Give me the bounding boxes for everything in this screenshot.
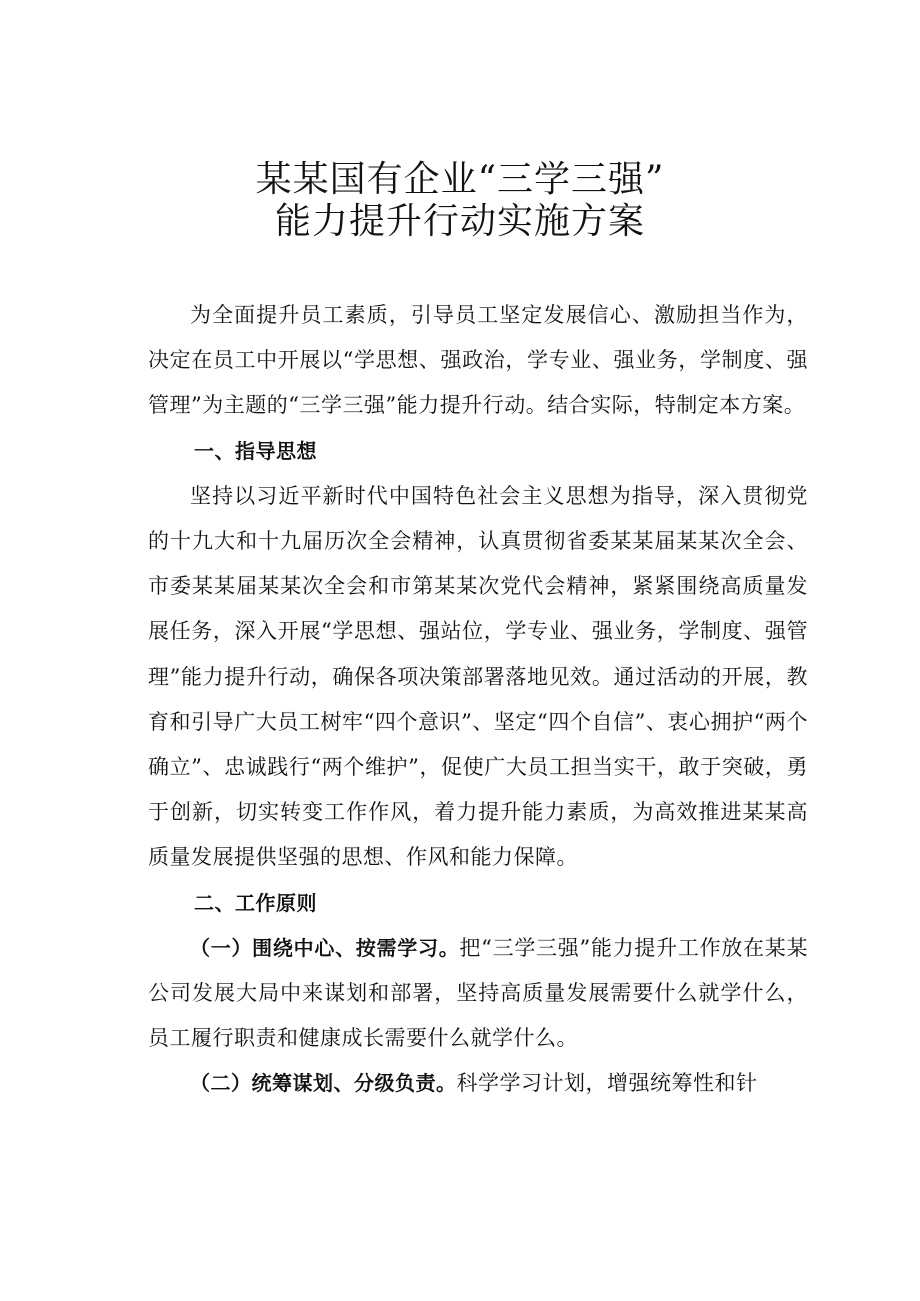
section-heading-work-principles: 二、工作原则 xyxy=(194,890,317,915)
principle-item-1 xyxy=(148,926,808,1062)
document-title-line-2: 能力提升行动实施方案 xyxy=(274,201,645,242)
principle-item-1-text: 把“三学三强”能力提升工作放在某某公司发展大局中来谋划和部署，坚持高质量发展需要什么就学什么，员工履行职责和健康成长需要什么就学什么。 xyxy=(148,935,808,1051)
principle-item-2 xyxy=(148,1061,808,1106)
guiding-ideology-paragraph: 坚持以习近平新时代中国特色社会主义思想为指导，深入贯彻党的十九大和十九届历次全会精神，认真贯彻省委某某届某某次全会、市委某某届某某次全会和市第某某次党代会精神，紧紧围绕高质量发展任务，深入开展“学思想、强站位，学专业、强业务，学制度、强管理”能力提升行动，确保各项决策部署落地见效。通过活动的开展，教育和引导广大员工树牢“四个意识”、坚定“四个自信”、衷心拥护“两个确立”、忠诚践行“两个维护”，促使广大员工担当实干，敢于突破，勇于创新，切实转变工作作风，着力提升能力素质，为高效推进某某高质量发展提供坚强的思想、作风和能力保障。 xyxy=(148,483,808,870)
principle-item-2-text: 科学学习计划，增强统筹性和针 xyxy=(456,1071,758,1096)
principle-item-1-lead: （一）围绕中心、按需学习。 xyxy=(190,935,460,960)
intro-paragraph: 为全面提升员工素质，引导员工坚定发展信心、激励担当作为，决定在员工中开展以“学思想、强政治，学专业、强业务，学制度、强管理”为主题的“三学三强”能力提升行动。结合实际，特制定本方案。 xyxy=(148,303,808,418)
principle-item-2-lead: （二）统筹谋划、分级负责。 xyxy=(190,1071,457,1096)
document-body xyxy=(148,293,808,1107)
document-title-line-1: 某某国有企业“三学三强” xyxy=(255,159,665,200)
section-heading-guiding-ideology: 一、指导思想 xyxy=(194,438,317,463)
